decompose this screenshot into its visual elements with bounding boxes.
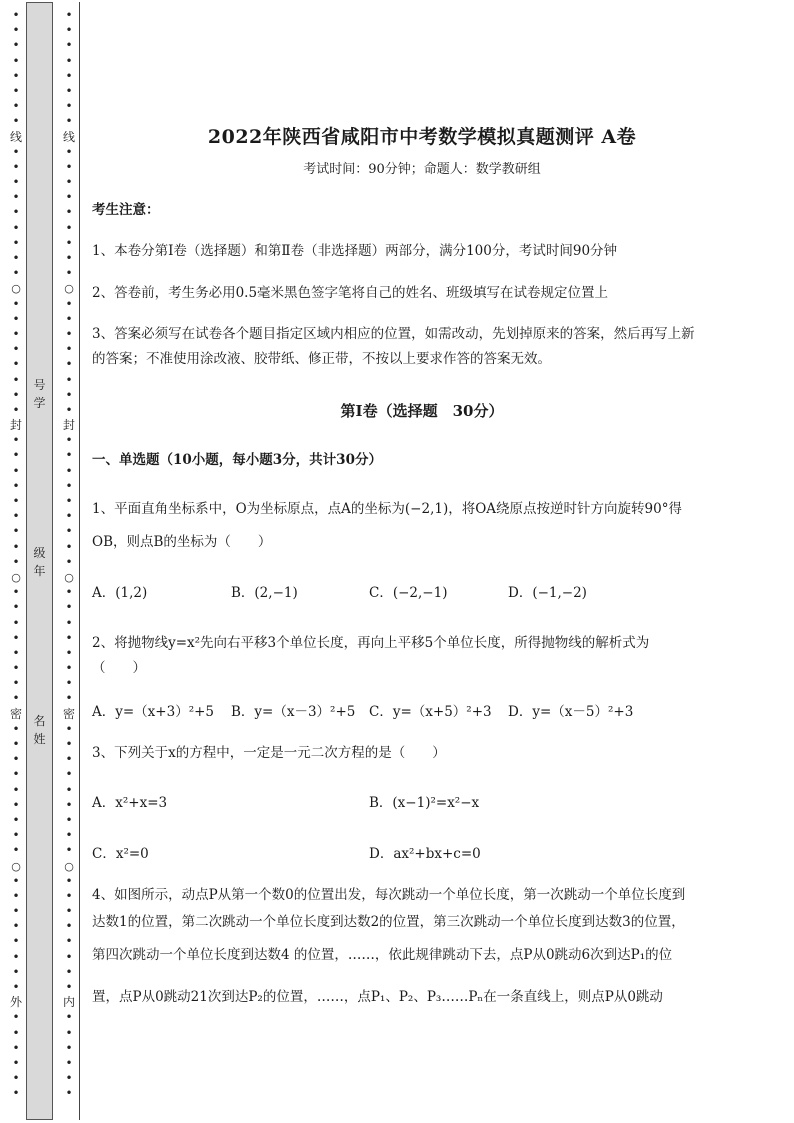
q3-option-b: B．(x−1)²=x²−x bbox=[369, 795, 480, 811]
binding-dot: • bbox=[65, 251, 73, 265]
binding-dot: • bbox=[12, 1010, 20, 1025]
name-label bbox=[26, 712, 53, 748]
binding-char: 内 bbox=[62, 995, 75, 1010]
q4-line-4: 置，点P从0跳动21次到达P₂的位置，……，点P₁、P₂、P₃……Pₙ在一条直线上，则点P从0跳动 bbox=[92, 989, 663, 1005]
q2-option-a: A．y=（x+3）²+5 bbox=[92, 704, 215, 720]
binding-dot: • bbox=[65, 433, 73, 448]
binding-dot: • bbox=[65, 904, 73, 919]
binding-dot: • bbox=[12, 964, 20, 979]
binding-dot: • bbox=[65, 888, 73, 903]
binding-dot: • bbox=[65, 463, 73, 478]
binding-dot: • bbox=[65, 478, 73, 493]
exam-title: 2022年陕西省咸阳市中考数学模拟真题测评 A卷 bbox=[207, 126, 637, 148]
q2-line-1: 2、将抛物线y=x²先向右平移3个单位长度，再向上平移5个单位长度，所得抛物线的解析式为 bbox=[92, 635, 650, 651]
binding-dot: • bbox=[65, 53, 73, 68]
exam-subtitle: 考试时间：90分钟；命题人：数学教研组 bbox=[303, 162, 541, 177]
binding-dot: • bbox=[65, 205, 73, 220]
binding-dot: • bbox=[12, 615, 20, 630]
binding-dot: • bbox=[65, 68, 73, 83]
binding-dot: • bbox=[65, 645, 73, 660]
binding-dot: • bbox=[65, 949, 73, 964]
binding-dot: • bbox=[12, 1086, 20, 1101]
binding-dot: • bbox=[65, 114, 73, 129]
student-id-label bbox=[26, 376, 53, 412]
binding-dot: • bbox=[12, 782, 20, 797]
binding-dot: • bbox=[65, 828, 73, 843]
binding-dot: • bbox=[65, 964, 73, 979]
binding-dot: • bbox=[65, 934, 73, 949]
q2-option-b: B．y=（x－3）²+5 bbox=[231, 704, 356, 720]
binding-dot: • bbox=[65, 919, 73, 934]
binding-dot: • bbox=[65, 1025, 73, 1040]
binding-dot: • bbox=[12, 235, 20, 250]
binding-dot: • bbox=[12, 645, 20, 660]
binding-dot: • bbox=[65, 311, 73, 326]
binding-char: 线 bbox=[9, 129, 22, 144]
binding-dot: • bbox=[65, 296, 73, 311]
binding-dot: • bbox=[65, 812, 73, 827]
binding-dot: • bbox=[12, 387, 20, 402]
grade-char-1: 级 bbox=[33, 546, 46, 560]
binding-dot: • bbox=[12, 767, 20, 782]
binding-dot: • bbox=[65, 1055, 73, 1070]
binding-dot: • bbox=[12, 296, 20, 311]
binding-dot: • bbox=[12, 904, 20, 919]
binding-dot: • bbox=[12, 357, 20, 372]
binding-dot: • bbox=[65, 873, 73, 888]
binding-dot: • bbox=[65, 326, 73, 341]
q3-option-d: D．ax²+bx+c=0 bbox=[369, 846, 481, 862]
student-id-char-2: 学 bbox=[33, 396, 46, 410]
outer-dot-column bbox=[9, 8, 23, 1102]
binding-circle: ○ bbox=[11, 859, 21, 873]
binding-dot: • bbox=[12, 23, 20, 38]
binding-dot: • bbox=[12, 433, 20, 448]
binding-char: 线 bbox=[62, 129, 75, 144]
binding-dot: • bbox=[12, 372, 20, 387]
binding-dot: • bbox=[65, 600, 73, 615]
binding-dot: • bbox=[12, 8, 20, 22]
q2-line-2: （ ） bbox=[92, 660, 146, 676]
q1-option-b: B．(2,−1) bbox=[231, 585, 298, 601]
binding-dot: • bbox=[12, 600, 20, 615]
binding-dot: • bbox=[65, 615, 73, 630]
part-one-heading: 一、单选题（10小题，每小题3分，共计30分） bbox=[92, 452, 382, 468]
q4-line-1: 4、如图所示，动点P从第一个数0的位置出发，每次跳动一个单位长度，第一次跳动一个单位长度到 bbox=[92, 887, 686, 903]
q1-line-2: OB，则点B的坐标为（ ） bbox=[92, 534, 272, 550]
binding-dot: • bbox=[12, 524, 20, 539]
binding-dot: • bbox=[65, 8, 73, 22]
binding-dot: • bbox=[65, 372, 73, 387]
binding-dot: • bbox=[12, 721, 20, 736]
binding-dot: • bbox=[12, 251, 20, 265]
binding-dot: • bbox=[65, 83, 73, 98]
binding-dot: • bbox=[65, 721, 73, 736]
binding-dot: • bbox=[65, 190, 73, 205]
binding-dot: • bbox=[65, 843, 73, 858]
binding-dot: • bbox=[12, 68, 20, 83]
binding-dot: • bbox=[12, 478, 20, 493]
grade-label bbox=[26, 544, 53, 580]
binding-dot: • bbox=[65, 524, 73, 539]
q3-option-a: A．x²+x=3 bbox=[92, 795, 168, 811]
binding-dot: • bbox=[12, 220, 20, 235]
binding-dot: • bbox=[65, 630, 73, 645]
binding-dot: • bbox=[65, 220, 73, 235]
binding-dot: • bbox=[12, 1071, 20, 1086]
binding-dot: • bbox=[12, 38, 20, 53]
binding-dot: • bbox=[12, 828, 20, 843]
q1-option-c: C．(−2,−1) bbox=[369, 585, 448, 601]
q1-option-a: A．(1,2) bbox=[92, 585, 148, 601]
notice-item-3-line-1: 3、答案必须写在试卷各个题目指定区域内相应的位置，如需改动，先划掉原来的答案，然后再写上新 bbox=[92, 326, 695, 342]
binding-dot: • bbox=[65, 387, 73, 402]
binding-dot: • bbox=[12, 797, 20, 812]
binding-dot: • bbox=[12, 812, 20, 827]
q3-line-1: 3、下列关于x的方程中，一定是一元二次方程的是（ ） bbox=[92, 745, 446, 761]
binding-dot: • bbox=[12, 554, 20, 569]
binding-dot: • bbox=[12, 585, 20, 600]
binding-dot: • bbox=[65, 494, 73, 508]
binding-dot: • bbox=[65, 38, 73, 53]
binding-dot: • bbox=[12, 311, 20, 326]
notice-item-2: 2、答卷前，考生务必用0.5毫米黑色签字笔将自己的姓名、班级填写在试卷规定位置上 bbox=[92, 285, 609, 301]
binding-margin bbox=[0, 0, 82, 1123]
binding-dot: • bbox=[12, 1055, 20, 1070]
binding-dot: • bbox=[12, 752, 20, 767]
binding-dot: • bbox=[12, 144, 20, 159]
binding-circle: ○ bbox=[11, 282, 21, 296]
q1-option-d: D．(−1,−2) bbox=[508, 585, 587, 601]
binding-dot: • bbox=[65, 1086, 73, 1101]
binding-dot: • bbox=[65, 509, 73, 524]
binding-dot: • bbox=[65, 539, 73, 554]
q4-line-3: 第四次跳动一个单位长度到达数4 的位置，……，依此规律跳动下去，点P从0跳动6次到达P₁的位 bbox=[92, 947, 673, 963]
binding-char: 密 bbox=[62, 706, 75, 721]
section-title: 第Ⅰ卷（选择题 30分） bbox=[340, 402, 504, 420]
binding-dot: • bbox=[12, 934, 20, 949]
binding-dot: • bbox=[65, 797, 73, 812]
binding-dot: • bbox=[65, 554, 73, 569]
binding-dot: • bbox=[12, 676, 20, 691]
student-id-char-1: 号 bbox=[33, 378, 46, 392]
binding-dot: • bbox=[12, 737, 20, 751]
binding-char: 封 bbox=[62, 418, 75, 433]
binding-dot: • bbox=[65, 585, 73, 600]
binding-dot: • bbox=[65, 691, 73, 706]
inner-dot-column bbox=[62, 8, 76, 1102]
q4-line-2: 达数1的位置，第二次跳动一个单位长度到达数2的位置，第三次跳动一个单位长度到达数3的位置， bbox=[92, 914, 685, 930]
notice-item-1: 1、本卷分第Ⅰ卷（选择题）和第Ⅱ卷（非选择题）两部分，满分100分，考试时间90分钟 bbox=[92, 243, 618, 259]
binding-line bbox=[79, 2, 80, 1120]
binding-dot: • bbox=[65, 980, 73, 994]
binding-dot: • bbox=[12, 919, 20, 934]
binding-dot: • bbox=[12, 661, 20, 676]
binding-circle: ○ bbox=[64, 282, 74, 296]
binding-dot: • bbox=[12, 53, 20, 68]
binding-dot: • bbox=[12, 888, 20, 903]
binding-dot: • bbox=[12, 448, 20, 463]
binding-dot: • bbox=[12, 342, 20, 357]
notice-item-3-line-2: 的答案；不准使用涂改液、胶带纸、修正带，不按以上要求作答的答案无效。 bbox=[92, 351, 551, 367]
binding-char: 封 bbox=[9, 418, 22, 433]
binding-dot: • bbox=[65, 266, 73, 281]
binding-dot: • bbox=[12, 630, 20, 645]
binding-dot: • bbox=[65, 159, 73, 174]
binding-dot: • bbox=[12, 326, 20, 341]
q1-line-1: 1、平面直角坐标系中，O为坐标原点，点A的坐标为(−2,1)，将OA绕原点按逆时针方向旋转90°得 bbox=[92, 501, 682, 517]
q2-option-d: D．y=（x－5）²+3 bbox=[508, 704, 634, 720]
binding-dot: • bbox=[12, 83, 20, 98]
binding-dot: • bbox=[12, 509, 20, 524]
binding-dot: • bbox=[12, 175, 20, 190]
binding-dot: • bbox=[12, 691, 20, 706]
grade-char-2: 年 bbox=[33, 564, 46, 578]
q2-option-c: C．y=（x+5）²+3 bbox=[369, 704, 492, 720]
binding-circle: ○ bbox=[11, 570, 21, 584]
binding-dot: • bbox=[65, 144, 73, 159]
binding-dot: • bbox=[65, 99, 73, 114]
binding-dot: • bbox=[65, 767, 73, 782]
binding-dot: • bbox=[65, 782, 73, 797]
name-char-1: 名 bbox=[33, 714, 46, 728]
binding-char: 密 bbox=[9, 706, 22, 721]
binding-dot: • bbox=[65, 661, 73, 676]
binding-dot: • bbox=[12, 402, 20, 417]
binding-dot: • bbox=[12, 843, 20, 858]
binding-dot: • bbox=[12, 463, 20, 478]
binding-dot: • bbox=[12, 1040, 20, 1055]
q3-option-c: C．x²=0 bbox=[92, 846, 149, 862]
binding-dot: • bbox=[12, 980, 20, 994]
binding-dot: • bbox=[65, 402, 73, 417]
binding-circle: ○ bbox=[64, 859, 74, 873]
notice-heading: 考生注意： bbox=[92, 202, 160, 218]
binding-dot: • bbox=[65, 342, 73, 357]
binding-dot: • bbox=[65, 175, 73, 190]
binding-dot: • bbox=[12, 205, 20, 220]
binding-dot: • bbox=[12, 949, 20, 964]
binding-dot: • bbox=[65, 1040, 73, 1055]
binding-dot: • bbox=[65, 448, 73, 463]
binding-dot: • bbox=[65, 676, 73, 691]
binding-dot: • bbox=[12, 494, 20, 508]
binding-dot: • bbox=[12, 114, 20, 129]
name-char-2: 姓 bbox=[33, 732, 46, 746]
binding-dot: • bbox=[12, 1025, 20, 1040]
binding-dot: • bbox=[12, 99, 20, 114]
binding-dot: • bbox=[65, 1071, 73, 1086]
binding-char: 外 bbox=[9, 995, 22, 1010]
binding-circle: ○ bbox=[64, 570, 74, 584]
binding-dot: • bbox=[12, 873, 20, 888]
binding-dot: • bbox=[65, 235, 73, 250]
binding-dot: • bbox=[12, 539, 20, 554]
binding-dot: • bbox=[65, 737, 73, 751]
binding-dot: • bbox=[12, 266, 20, 281]
binding-dot: • bbox=[65, 1010, 73, 1025]
binding-dot: • bbox=[65, 752, 73, 767]
binding-dot: • bbox=[12, 190, 20, 205]
binding-dot: • bbox=[12, 159, 20, 174]
binding-dot: • bbox=[65, 23, 73, 38]
binding-dot: • bbox=[65, 357, 73, 372]
